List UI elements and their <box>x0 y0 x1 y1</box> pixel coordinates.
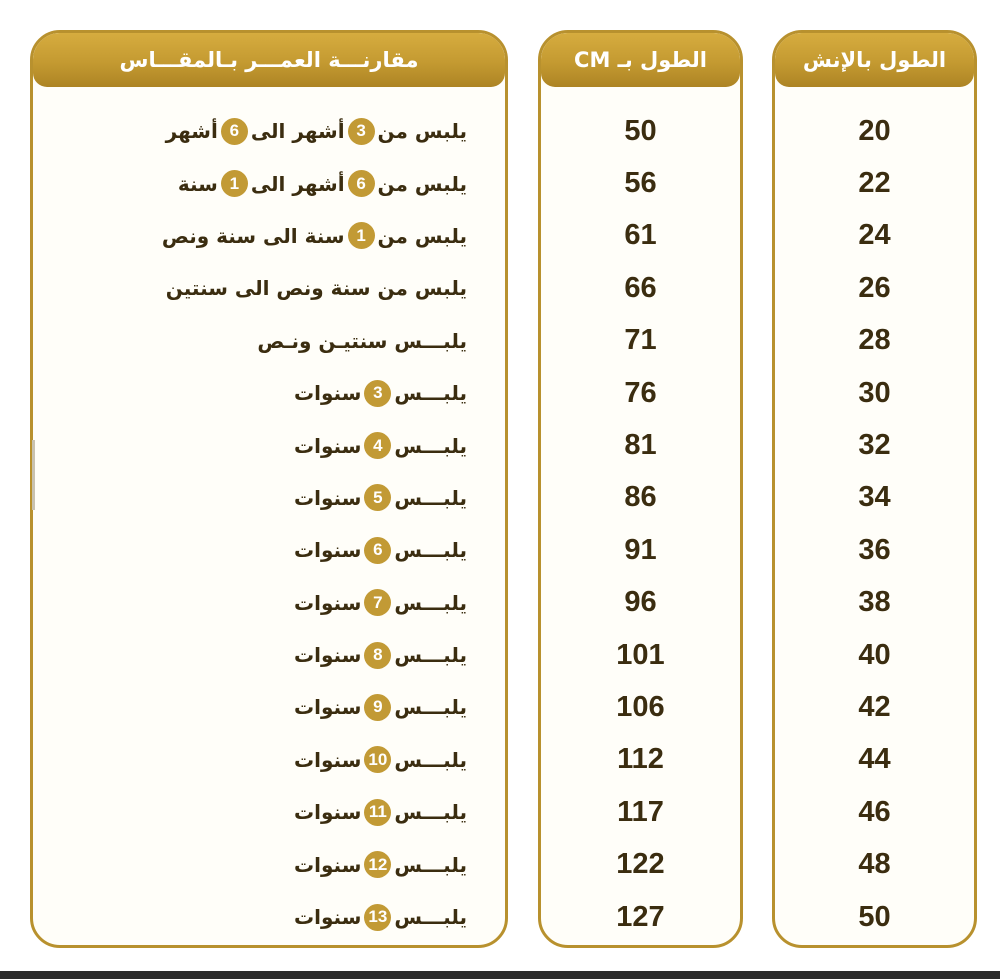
age-rows <box>33 105 505 943</box>
inch-value: 28 <box>858 324 891 357</box>
table-row <box>541 629 740 681</box>
age-text: يلبس من <box>377 119 467 144</box>
table-row <box>541 472 740 524</box>
age-text: سنوات <box>294 905 362 930</box>
cm-value: 81 <box>624 429 657 462</box>
table-row <box>33 472 505 524</box>
age-text: يلبس من <box>377 171 467 196</box>
table-row <box>33 629 505 681</box>
age-text: سنوات <box>294 485 362 510</box>
age-text: يلبـــس <box>394 905 467 930</box>
age-text: سنوات <box>294 643 362 668</box>
table-row <box>541 262 740 314</box>
table-row <box>775 734 974 786</box>
cm-value: 66 <box>624 271 657 304</box>
inch-value: 32 <box>858 429 891 462</box>
age-text: سنوات <box>294 381 362 406</box>
inch-value: 24 <box>858 219 891 252</box>
age-text: يلبـــس <box>394 643 467 668</box>
number-badge: 9 <box>364 694 391 721</box>
inch-value: 40 <box>858 638 891 671</box>
table-row <box>33 105 505 157</box>
cm-value: 50 <box>624 114 657 147</box>
inch-value: 50 <box>858 900 891 933</box>
cm-value: 127 <box>616 900 665 933</box>
cm-value: 91 <box>624 533 657 566</box>
cm-value: 112 <box>617 743 664 776</box>
number-badge: 5 <box>364 484 391 511</box>
table-row <box>33 262 505 314</box>
number-badge: 1 <box>348 222 375 249</box>
table-row <box>775 891 974 943</box>
cm-value: 71 <box>624 324 657 357</box>
number-badge: 12 <box>364 851 391 878</box>
number-badge: 6 <box>364 537 391 564</box>
age-text: أشهر <box>165 119 218 144</box>
table-row <box>775 157 974 209</box>
age-text: سنوات <box>294 538 362 563</box>
age-text: سنوات <box>294 747 362 772</box>
cm-value: 56 <box>624 167 657 200</box>
table-row <box>33 838 505 890</box>
table-row <box>775 262 974 314</box>
number-badge: 3 <box>348 118 375 145</box>
age-text: أشهر الى <box>250 119 345 144</box>
table-row <box>775 472 974 524</box>
table-row <box>33 681 505 733</box>
table-row <box>541 681 740 733</box>
age-text: سنة الى سنة ونص <box>161 223 345 248</box>
age-text: يلبس من <box>377 223 467 248</box>
number-badge: 13 <box>364 904 391 931</box>
number-badge: 6 <box>348 170 375 197</box>
inch-value: 36 <box>858 533 891 566</box>
table-row <box>775 210 974 262</box>
table-row <box>775 629 974 681</box>
table-row <box>541 157 740 209</box>
table-row <box>775 367 974 419</box>
age-text: يلبـــس <box>394 381 467 406</box>
cm-value: 96 <box>624 586 657 619</box>
age-text: سنوات <box>294 695 362 720</box>
table-row <box>33 891 505 943</box>
cm-value: 117 <box>617 795 664 828</box>
table-row <box>33 157 505 209</box>
table-row <box>775 681 974 733</box>
number-badge: 4 <box>364 432 391 459</box>
cm-column-header: الطول بـ CM <box>541 33 740 87</box>
table-row <box>541 315 740 367</box>
age-text: سنة <box>177 171 218 196</box>
cm-value: 86 <box>624 481 657 514</box>
table-row <box>775 419 974 471</box>
table-row <box>33 786 505 838</box>
table-row <box>33 210 505 262</box>
number-badge: 10 <box>364 746 391 773</box>
age-text: سنوات <box>294 433 362 458</box>
table-row <box>33 524 505 576</box>
table-row <box>33 577 505 629</box>
bottom-bar <box>0 971 1000 979</box>
inch-column-header: الطول بالإنش <box>775 33 974 87</box>
table-row <box>33 419 505 471</box>
age-text: سنوات <box>294 800 362 825</box>
table-row <box>541 367 740 419</box>
table-row <box>775 577 974 629</box>
table-row <box>541 734 740 786</box>
age-text: يلبـــس سنتيـن ونـص <box>257 328 467 353</box>
table-row <box>775 786 974 838</box>
inch-value: 42 <box>858 690 891 723</box>
age-text: أشهر الى <box>250 171 345 196</box>
table-row <box>541 524 740 576</box>
table-row <box>541 577 740 629</box>
number-badge: 8 <box>364 642 391 669</box>
inch-value: 44 <box>858 743 891 776</box>
cm-value: 61 <box>624 219 657 252</box>
age-column-header: مقارنـــة العمـــر بـالمقـــاس <box>33 33 505 87</box>
table-row <box>775 838 974 890</box>
inch-value: 30 <box>858 376 891 409</box>
inch-value: 38 <box>858 586 891 619</box>
age-text: يلبـــس <box>394 538 467 563</box>
number-badge: 11 <box>364 799 391 826</box>
inch-value: 22 <box>858 167 891 200</box>
age-text: يلبـــس <box>394 590 467 615</box>
age-text: يلبـــس <box>394 800 467 825</box>
table-row <box>541 105 740 157</box>
age-column <box>30 30 508 948</box>
cm-rows <box>541 105 740 943</box>
cm-value: 76 <box>624 376 657 409</box>
inch-value: 48 <box>858 848 891 881</box>
inch-rows <box>775 105 974 943</box>
age-text: سنوات <box>294 590 362 615</box>
age-text: يلبـــس <box>394 852 467 877</box>
inch-value: 46 <box>858 795 891 828</box>
table-row <box>775 105 974 157</box>
number-badge: 3 <box>364 380 391 407</box>
cm-value: 122 <box>616 848 665 881</box>
age-text: يلبـــس <box>394 695 467 720</box>
table-row <box>541 838 740 890</box>
age-text: يلبـــس <box>394 485 467 510</box>
table-row <box>541 786 740 838</box>
age-text: يلبس من سنة ونص الى سنتين <box>165 276 467 301</box>
cm-column <box>538 30 743 948</box>
table-row <box>775 315 974 367</box>
cm-value: 106 <box>616 690 665 723</box>
inch-value: 20 <box>858 114 891 147</box>
inch-column <box>772 30 977 948</box>
table-row <box>541 419 740 471</box>
table-row <box>541 891 740 943</box>
age-text: سنوات <box>294 852 362 877</box>
edge-mark <box>32 440 35 510</box>
inch-value: 34 <box>858 481 891 514</box>
table-row <box>33 367 505 419</box>
table-row <box>541 210 740 262</box>
age-text: يلبـــس <box>394 747 467 772</box>
table-row <box>775 524 974 576</box>
table-row <box>33 734 505 786</box>
inch-value: 26 <box>858 271 891 304</box>
table-row <box>33 315 505 367</box>
number-badge: 6 <box>221 118 248 145</box>
number-badge: 1 <box>221 170 248 197</box>
number-badge: 7 <box>364 589 391 616</box>
age-text: يلبـــس <box>394 433 467 458</box>
cm-value: 101 <box>616 638 665 671</box>
